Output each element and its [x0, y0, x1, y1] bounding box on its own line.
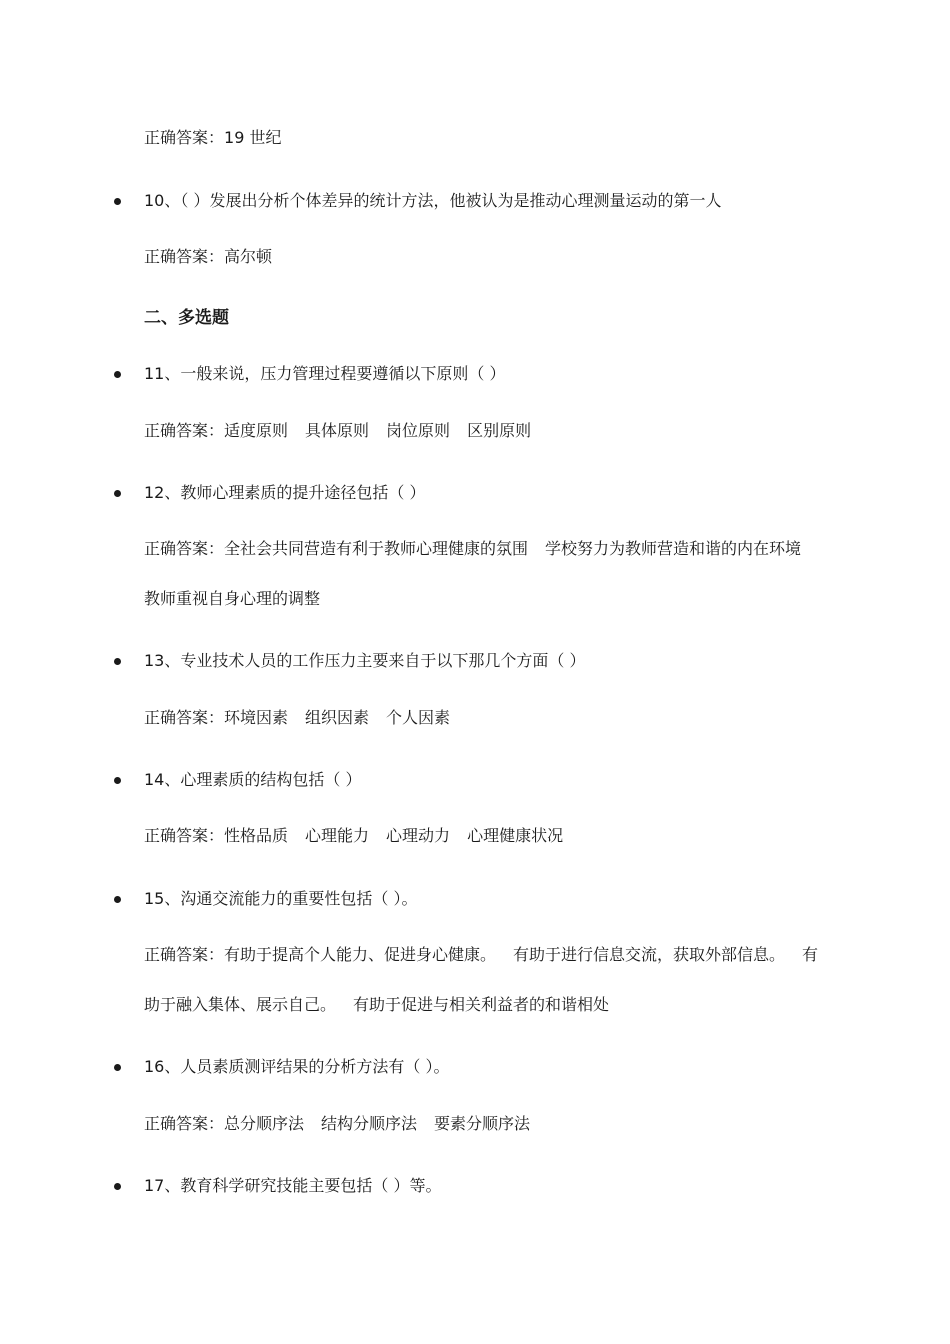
answer-prefix: 正确答案：: [144, 128, 225, 147]
answer-text: 19 世纪: [224, 128, 282, 147]
bullet-icon: [114, 777, 121, 784]
answer-option: 助于融入集体、展示自己。: [144, 995, 337, 1014]
answer-option: 有助于促进与相关利益者的和谐相处: [353, 995, 610, 1014]
question-14: 14、心理素质的结构包括（ ）: [144, 770, 362, 789]
answer-prefix: 正确答案：: [144, 247, 225, 266]
answer-prefix: 正确答案：: [144, 945, 225, 964]
question-10: 10、（ ）发展出分析个体差异的统计方法，他被认为是推动心理测量运动的第一人: [144, 191, 722, 210]
answer-option: 结构分顺序法: [321, 1114, 418, 1133]
answer-13: [144, 707, 450, 729]
question-15: 15、沟通交流能力的重要性包括（ ）。: [144, 889, 418, 908]
answer-option: 区别原则: [467, 421, 532, 440]
answer-option: 适度原则: [224, 421, 289, 440]
answer-option: 环境因素: [224, 708, 289, 727]
answer-option: 有: [802, 945, 819, 964]
question-13: 13、专业技术人员的工作压力主要来自于以下那几个方面（ ）: [144, 651, 586, 670]
answer-option: 心理健康状况: [467, 826, 564, 845]
answer-14: [144, 825, 563, 847]
answer-option: 有助于提高个人能力、促进身心健康。: [224, 945, 497, 964]
answer-option: 个人因素: [386, 708, 451, 727]
bullet-icon: [114, 896, 121, 903]
question-17: 17、教育科学研究技能主要包括（ ）等。: [144, 1176, 442, 1195]
bullet-icon: [114, 658, 121, 665]
answer-prefix: 正确答案：: [144, 1114, 225, 1133]
answer-option: 组织因素: [305, 708, 370, 727]
answer-option: 要素分顺序法: [434, 1114, 531, 1133]
answer-option: 全社会共同营造有利于教师心理健康的氛围: [224, 539, 529, 558]
answer-11: [144, 420, 531, 442]
answer-option: 岗位原则: [386, 421, 451, 440]
answer-15-line-1: [144, 944, 818, 966]
bullet-icon: [114, 371, 121, 378]
answer-option: 心理动力: [386, 826, 451, 845]
answer-option: 性格品质: [224, 826, 289, 845]
bullet-icon: [114, 1064, 121, 1071]
question-16: 16、人员素质测评结果的分析方法有（ ）。: [144, 1057, 450, 1076]
answer-10: [144, 246, 272, 268]
bullet-icon: [114, 1183, 121, 1190]
bullet-icon: [114, 198, 121, 205]
answer-option: 有助于进行信息交流，获取外部信息。: [513, 945, 786, 964]
question-11: 11、一般来说，压力管理过程要遵循以下原则（ ）: [144, 364, 506, 383]
answer-16: [144, 1113, 530, 1135]
bullet-icon: [114, 490, 121, 497]
section-heading: 二、多选题: [144, 308, 229, 328]
answer-option: 学校努力为教师营造和谐的内在环境: [545, 539, 802, 558]
answer-15-line-2: [144, 994, 609, 1016]
answer-prefix: 正确答案：: [144, 708, 225, 727]
question-12: 12、教师心理素质的提升途径包括（ ）: [144, 483, 426, 502]
answer-text: 高尔顿: [224, 247, 273, 266]
answer-option: 总分顺序法: [224, 1114, 305, 1133]
answer-option: 具体原则: [305, 421, 370, 440]
answer-12-line-2: 教师重视自身心理的调整: [144, 589, 321, 608]
answer-prefix: 正确答案：: [144, 421, 225, 440]
answer-prefix: 正确答案：: [144, 539, 225, 558]
answer-12-line-1: [144, 538, 801, 560]
answer-9: [144, 127, 281, 149]
answer-prefix: 正确答案：: [144, 826, 225, 845]
answer-option: 心理能力: [305, 826, 370, 845]
